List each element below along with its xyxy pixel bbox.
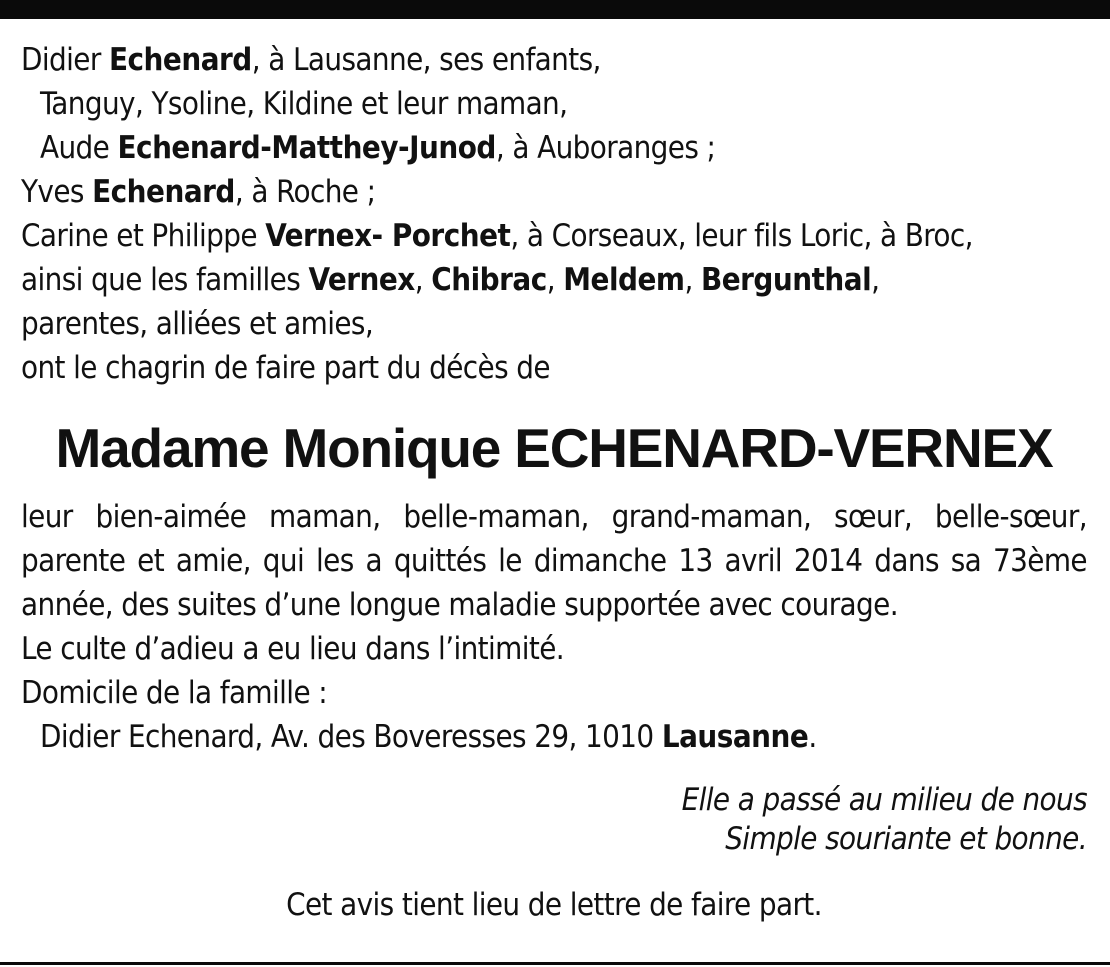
top-border-rule: [0, 0, 1110, 19]
family-line-6: [21, 258, 1087, 302]
deceased-name-heading: Madame Monique ECHENARD-VERNEX: [55, 417, 1053, 479]
text-segment: ,: [871, 262, 880, 298]
surname-bold: Meldem: [563, 262, 685, 298]
separator: ,: [414, 262, 432, 298]
text-segment: Didier: [21, 42, 109, 78]
ceremony-line: Le culte d’adieu a eu lieu dans l’intimité.: [21, 631, 565, 667]
family-line-3: [21, 126, 1087, 170]
family-line-8: ont le chagrin de faire part du décès de: [21, 350, 550, 386]
surname-bold: Echenard: [108, 42, 252, 78]
surname-bold: Echenard-Matthey-Junod: [117, 130, 496, 166]
surname-bold: Echenard: [92, 174, 235, 210]
surname-bold: Vernex- Porchet: [265, 218, 511, 254]
text-segment: , à Roche ;: [234, 174, 376, 210]
text-segment: Yves: [21, 174, 93, 210]
text-segment: , à Corseaux, leur fils Loric, à Broc,: [510, 218, 973, 254]
domicile-address: [21, 715, 1087, 759]
closing-note: Cet avis tient lieu de lettre de faire part.: [286, 887, 822, 923]
obituary-notice: [21, 38, 1087, 927]
separator: ,: [546, 262, 564, 298]
text-segment: , à Auboranges ;: [495, 130, 716, 166]
surname-bold: Bergunthal: [700, 262, 872, 298]
city-bold: Lausanne: [661, 719, 809, 755]
text-segment: , à Lausanne, ses enfants,: [251, 42, 601, 78]
memorial-quote: [21, 781, 1087, 859]
family-line-1: [21, 38, 1087, 82]
domicile-label: Domicile de la famille :: [21, 675, 328, 711]
text-segment: Aude: [40, 130, 118, 166]
text-segment: .: [808, 719, 817, 755]
separator: ,: [684, 262, 701, 298]
family-line-4: [21, 170, 1087, 214]
description-paragraph: leur bien-aimée maman, belle-maman, grand-maman, sœur, belle-sœur, parente et amie, qui les a quittés le dimanche 13 avril 2014 dans sa 73ème année, des suites d’une longue maladie supportée avec courage.: [21, 499, 1087, 623]
family-line-5: [21, 214, 1087, 258]
surname-bold: Vernex: [308, 262, 415, 298]
bottom-border-rule: [0, 962, 1110, 965]
family-line-7: parentes, alliées et amies,: [21, 306, 374, 342]
family-line-2: Tanguy, Ysoline, Kildine et leur maman,: [40, 86, 568, 122]
text-segment: ainsi que les familles: [21, 262, 309, 298]
text-segment: Carine et Philippe: [21, 218, 266, 254]
address-text: Didier Echenard, Av. des Boveresses 29, 1010: [40, 719, 662, 755]
quote-line-2: Simple souriante et bonne.: [725, 821, 1087, 857]
quote-line-1: Elle a passé au milieu de nous: [681, 782, 1087, 818]
surname-bold: Chibrac: [431, 262, 547, 298]
